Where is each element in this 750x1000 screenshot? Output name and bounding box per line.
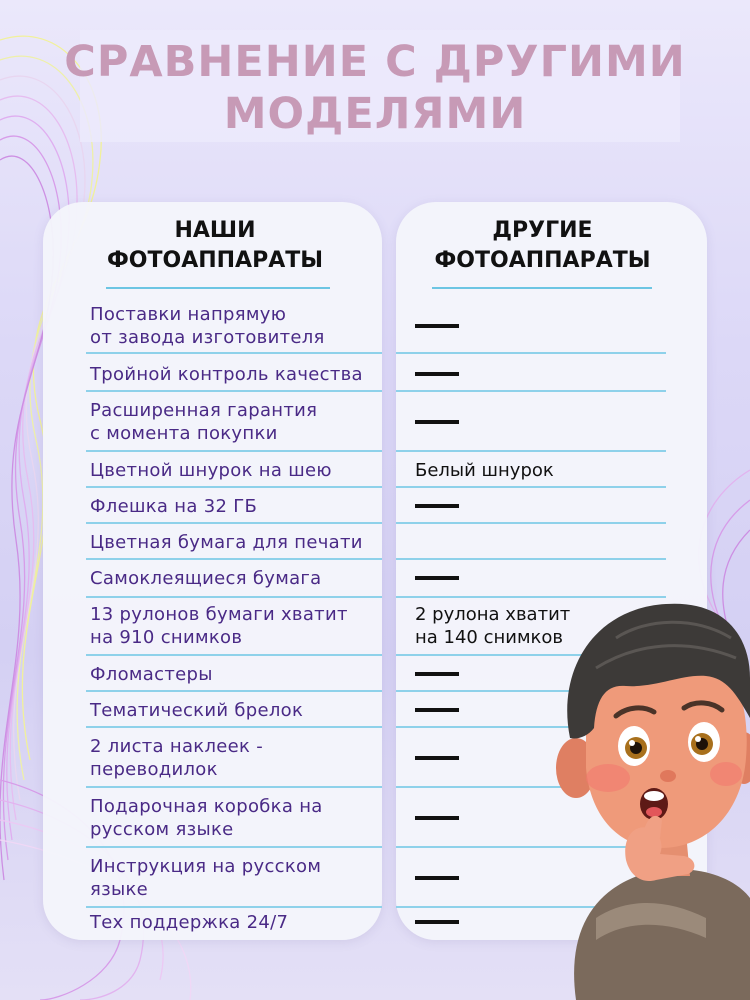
page-title [0,36,750,140]
dash-icon [415,576,459,580]
row-separator [396,352,666,354]
our-heading-line-1: НАШИ [174,218,256,243]
dash-icon [415,672,459,676]
other-feature-cell [415,564,655,592]
other-heading-line-2: ФОТОАППАРАТЫ [434,248,651,273]
our-feature-cell: Фломастеры [90,663,213,685]
our-feature-cell: Тематический брелок [90,699,304,721]
row-separator [86,390,382,392]
row-separator [86,654,382,656]
other-heading-underline [432,287,652,289]
row-separator [86,596,382,598]
other-feature-cell [415,360,655,388]
row-separator [86,522,382,524]
surprised-boy-illustration [556,598,750,1000]
row-separator [86,726,382,728]
dash-icon [415,420,459,424]
our-feature-cell: Расширенная гарантия с момента покупки [90,400,318,444]
row-separator [86,486,382,488]
dash-icon [415,372,459,376]
other-feature-cell: 2 рулона хватит на 140 снимков [415,604,571,648]
our-feature-cell: Цветная бумага для печати [90,531,363,553]
other-feature-cell [415,492,655,520]
row-separator [396,450,666,452]
row-separator [396,486,666,488]
row-separator [86,846,382,848]
other-feature-cell: Белый шнурок [415,459,554,481]
our-feature-cell: Инструкция на русском языке [90,856,322,900]
row-separator [396,522,666,524]
title-line-2: МОДЕЛЯМИ [223,89,527,139]
our-feature-cell: Самоклеящиеся бумага [90,567,322,589]
row-separator [86,450,382,452]
our-cameras-heading [90,216,340,276]
dash-icon [415,708,459,712]
our-feature-cell: 13 рулонов бумаги хватит на 910 снимков [90,604,348,648]
row-separator [86,352,382,354]
our-feature-cell: 2 листа наклеек - переводилок [90,736,264,780]
row-separator [396,558,666,560]
dash-icon [415,756,459,760]
title-line-1: СРАВНЕНИЕ С ДРУГИМИ [64,37,686,87]
row-separator [86,558,382,560]
other-feature-cell [415,528,655,556]
row-separator [86,690,382,692]
our-feature-cell: Флешка на 32 ГБ [90,495,258,517]
our-feature-cell: Поставки напрямую от завода изготовителя [90,304,325,348]
our-feature-cell: Тех поддержка 24/7 [90,911,289,933]
dash-icon [415,920,459,924]
other-feature-cell [415,396,655,448]
dash-icon [415,504,459,508]
dash-icon [415,324,459,328]
row-separator [396,390,666,392]
row-separator [86,786,382,788]
our-heading-line-2: ФОТОАППАРАТЫ [106,248,324,273]
dash-icon [415,816,459,820]
our-feature-cell: Подарочная коробка на русском языке [90,796,323,840]
row-separator [86,906,382,908]
other-cameras-heading [415,216,670,276]
our-feature-cell: Тройной контроль качества [90,363,363,385]
other-heading-line-1: ДРУГИЕ [492,218,593,243]
other-feature-cell [415,300,655,352]
our-heading-underline [106,287,330,289]
our-feature-cell: Цветной шнурок на шею [90,459,332,481]
dash-icon [415,876,459,880]
